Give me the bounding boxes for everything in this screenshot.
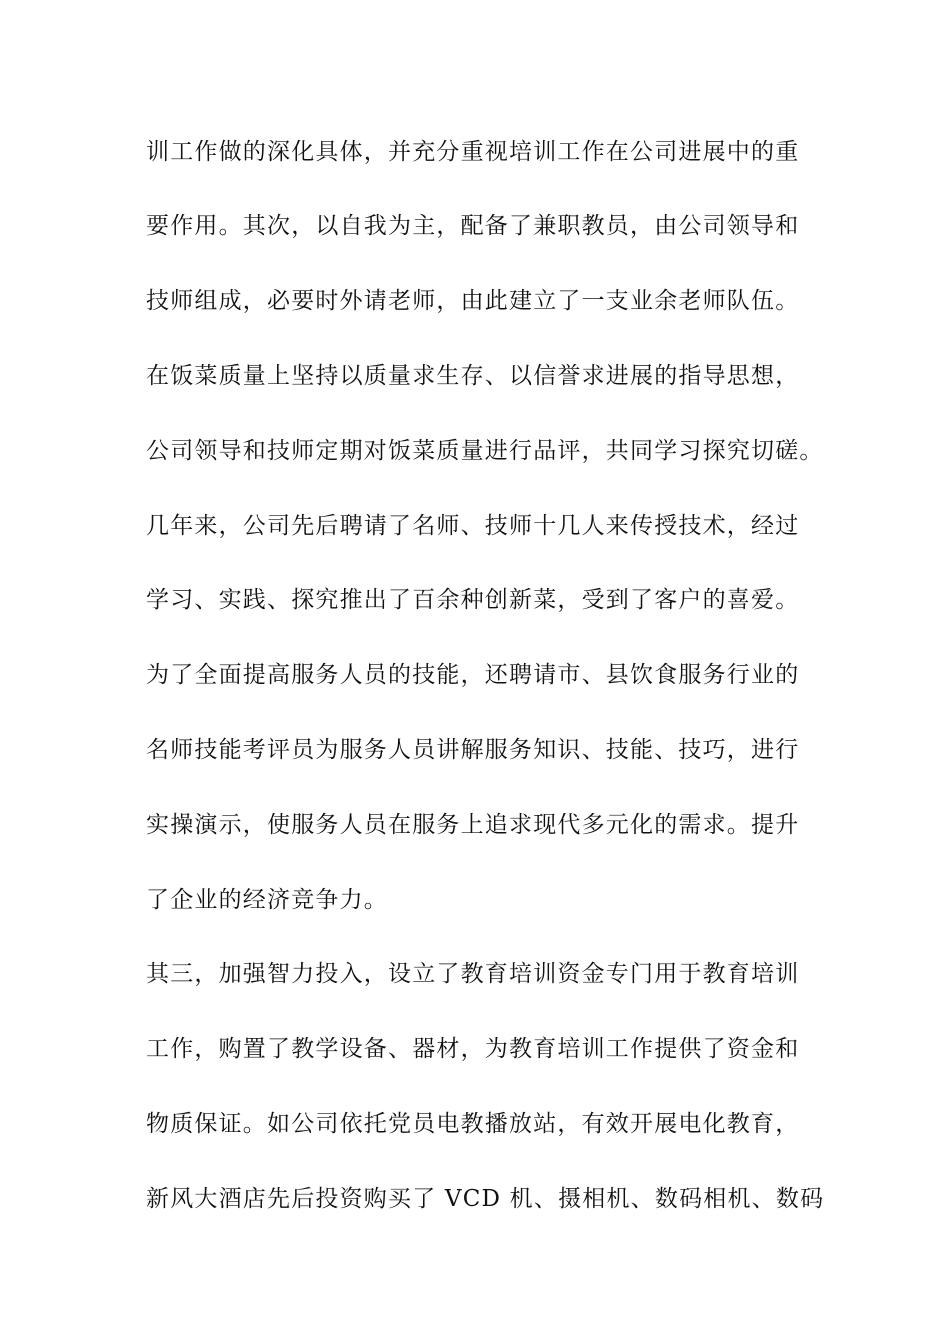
text-line: 了企业的经济竞争力。	[146, 887, 388, 913]
text-line: 其三，加强智力投入，设立了教育培训资金专门用于教育培训	[146, 961, 800, 987]
text-line: 几年来，公司先后聘请了名师、技师十几人来传授技术，经过	[146, 513, 800, 539]
text-line: 工作，购置了教学设备、器材，为教育培训工作提供了资金和	[146, 1036, 800, 1062]
text-line: 名师技能考评员为服务人员讲解服务知识、技能、技巧，进行	[146, 737, 800, 763]
text-line: 为了全面提高服务人员的技能，还聘请市、县饮食服务行业的	[146, 662, 800, 688]
text-line: 要作用。其次，以自我为主，配备了兼职教员，由公司领导和	[146, 213, 800, 239]
text-line: 新风大酒店先后投资购买了 VCD 机、摄相机、数码相机、数码	[146, 1186, 825, 1212]
text-line: 在饭菜质量上坚持以质量求生存、以信誉求进展的指导思想，	[146, 363, 800, 389]
text-line: 技师组成，必要时外请老师，由此建立了一支业余老师队伍。	[146, 288, 800, 314]
text-line: 学习、实践、探究推出了百余种创新菜，受到了客户的喜爱。	[146, 587, 800, 613]
text-line: 公司领导和技师定期对饭菜质量进行品评，共同学习探究切磋。	[146, 438, 824, 464]
text-line: 物质保证。如公司依托党员电教播放站，有效开展电化教育，	[146, 1111, 800, 1137]
text-line: 实操演示，使服务人员在服务上追求现代多元化的需求。提升	[146, 812, 800, 838]
text-line: 训工作做的深化具体，并充分重视培训工作在公司进展中的重	[146, 139, 800, 165]
